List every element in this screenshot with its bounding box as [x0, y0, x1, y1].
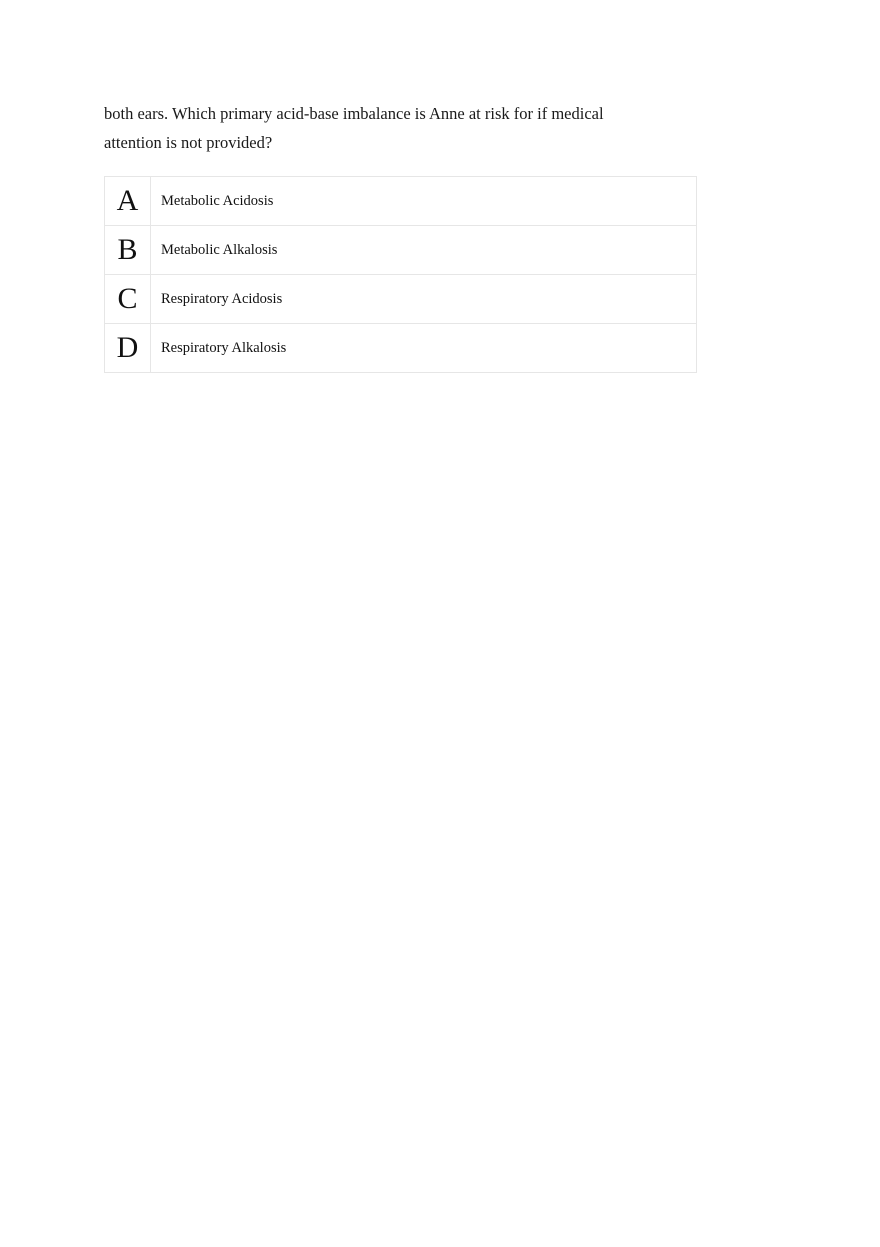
answer-options	[104, 176, 697, 373]
option-c[interactable]	[105, 274, 696, 323]
option-text: Respiratory Alkalosis	[161, 340, 287, 356]
option-letter: A	[105, 177, 151, 225]
option-letter: D	[105, 324, 151, 372]
option-letter: B	[105, 226, 151, 274]
option-text: Metabolic Alkalosis	[161, 242, 278, 258]
option-text: Metabolic Acidosis	[161, 193, 274, 209]
option-text: Respiratory Acidosis	[161, 291, 283, 307]
option-letter: C	[105, 275, 151, 323]
option-b[interactable]	[105, 225, 696, 274]
question-line-2: attention is not provided?	[104, 132, 273, 152]
question-text	[104, 100, 664, 157]
option-a[interactable]	[105, 177, 696, 225]
question-line-1: both ears. Which primary acid-base imbalance is Anne at risk for if medical	[104, 104, 604, 123]
option-d[interactable]	[105, 323, 696, 372]
